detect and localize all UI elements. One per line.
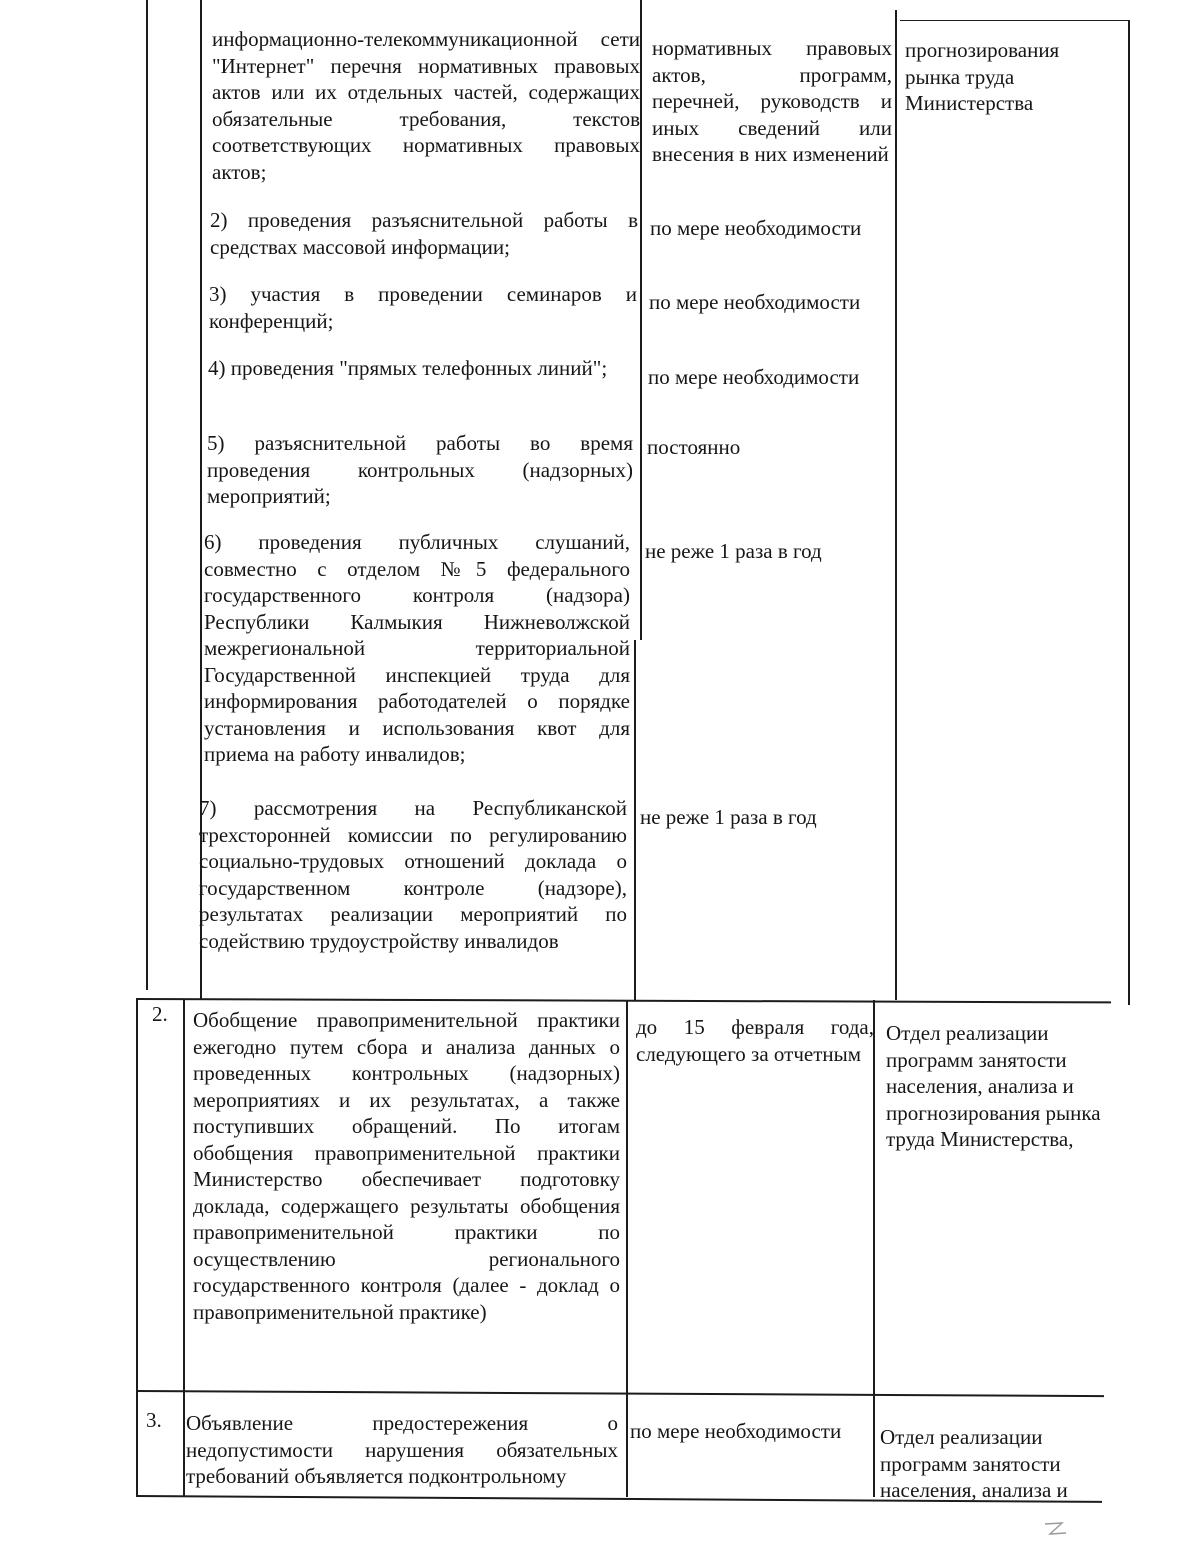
deadline-item: по мере необходимости (649, 290, 861, 314)
table-left-border (136, 1000, 138, 1497)
activity-item: 4) проведения "прямых телефонных линий"; (208, 356, 608, 380)
pen-mark-icon (1042, 1520, 1072, 1540)
number-col-border (146, 0, 148, 990)
activity-item: 5) разъяснительной работы во время проведения контрольных (надзорных) мероприятий; (207, 431, 633, 508)
activity-col-right-border (634, 640, 636, 1000)
responsible-unit: Отдел реализации программ занятости населения, анализа и (880, 1425, 1068, 1502)
activity-item: информационно-телекоммуникационной сети "Интернет" перечня нормативных правовых актов или их отдельных частей, содержащих обязательные требования, текстов соответствующих нормативных правовых актов; (212, 27, 640, 184)
deadline-text: до 15 февраля года, следующего за отчетным (636, 1015, 874, 1066)
activity-item: 6) проведения публичных слушаний, совместно с отделом №5 федерального государственного контроля (надзора) Республики Калмыкия Нижневолжской межрегиональной территориальной Государственной инспекцией труда для информирования работодателей о порядке установления и использования квот для приема на работу инвалидов; (204, 530, 630, 766)
number-col-border (183, 1000, 185, 1497)
activity-item: 2) проведения разъяснительной работы в средствах массовой информации; (210, 208, 638, 259)
activity-text: Обобщение правоприменительной практики ежегодно путем сбора и анализа данных о проведенных контрольных (надзорных) мероприятиях и их результатах, а также поступивших обращений. По итогам обобщения правоприменительной практики Министерство обеспечивает подготовку доклада, содержащего результаты обобщения правоприменительной практики по осуществлению регионального государственного контроля (далее - доклад о правоприменительной практике) (193, 1008, 620, 1324)
deadline-text: по мере необходимости (630, 1419, 842, 1443)
deadline-item: нормативных правовых актов, программ, перечней, руководств и иных сведений или внесения в них изменений (652, 36, 892, 166)
activity-col-right-border (626, 1000, 628, 1497)
activity-item: 7) рассмотрения на Республиканской трехсторонней комиссии по регулированию социально-трудовых отношений доклада о государственном контроле (надзоре), результатах реализации мероприятий по содействию трудоустройству инвалидов (199, 796, 627, 953)
row-divider (900, 20, 1128, 21)
row-divider (136, 998, 1111, 1003)
row-divider (136, 1390, 1104, 1397)
row-number: 2. (152, 1002, 168, 1026)
deadline-col-right-border (895, 10, 897, 1000)
activity-col-right-border (640, 0, 642, 640)
responsible-unit: Отдел реализации программ занятости населения, анализа и прогнозирования рынка труда Министерства, (886, 1021, 1101, 1151)
responsible-unit: прогнозирования рынка труда Министерства (905, 38, 1060, 115)
activity-text: Объявление предостережения о недопустимости нарушения обязательных требований объявляется подконтрольному (186, 1411, 618, 1488)
deadline-item: не реже 1 раза в год (640, 805, 817, 829)
deadline-item: не реже 1 раза в год (645, 539, 822, 563)
deadline-item: по мере необходимости (648, 365, 860, 389)
activity-item: 3) участия в проведении семинаров и конференций; (209, 282, 637, 333)
responsible-col-right-border (1128, 20, 1130, 1005)
row-number: 3. (146, 1408, 162, 1432)
deadline-item: постоянно (647, 435, 741, 459)
deadline-item: по мере необходимости (650, 216, 862, 240)
